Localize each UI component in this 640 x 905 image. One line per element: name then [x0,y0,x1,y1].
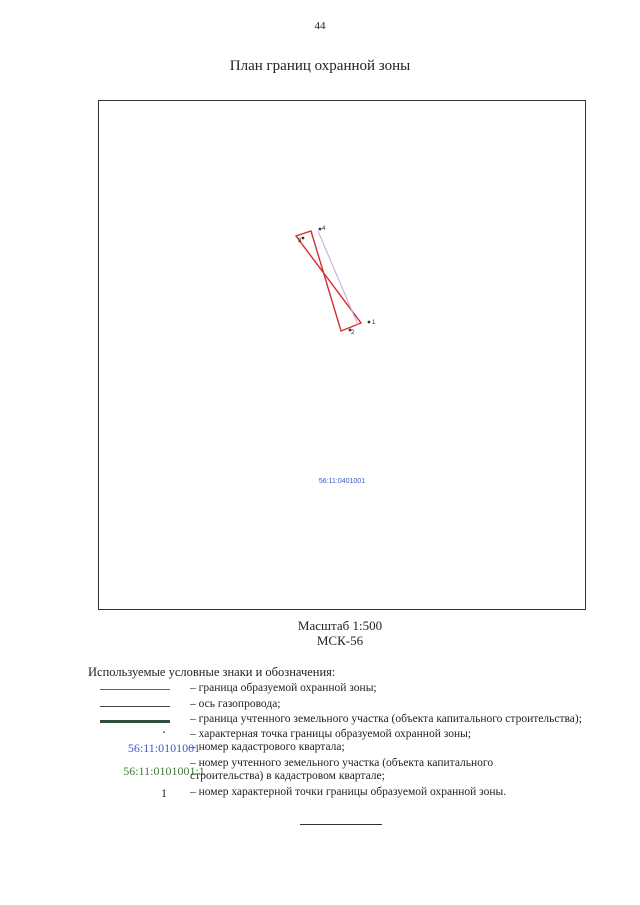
protection-zone-boundary [296,231,361,331]
map-frame [98,100,586,610]
legend-text: – ось газопровода; [190,698,281,710]
point-label-4: 4 [322,226,326,232]
legend-text: – номер характерной точки границы образуемой охранной зоны. [190,786,507,798]
boundary-point-1 [368,321,371,324]
legend-title: Используемые условные знаки и обозначения: [88,665,336,679]
page-number: 44 [314,20,326,32]
point-number-symbol: 1 [161,786,167,800]
quarter-number-symbol: 56:11:0101001 [127,741,201,755]
map-canvas [99,101,585,609]
cadastral-quarter-label: 56:11:0401001 [318,478,366,485]
zone-boundary-symbol [100,689,170,690]
legend-text: – характерная точка границы образуемой охранной зоны; [190,728,472,740]
legend-text: – граница учтенного земельного участка (объекта капитального строительства); [190,713,582,725]
point-label-3: 3 [298,238,302,244]
legend-text: – номер учтенного земельного участка (объекта капитального строительства) в кадастровом квартале; [190,757,494,782]
gas-pipeline-axis [318,231,358,325]
coordinate-system-label: МСК-56 [316,633,364,648]
boundary-point-3 [302,237,305,240]
point-label-1: 1 [372,320,376,326]
bottom-divider [300,824,382,825]
legend-text: – номер кадастрового квартала; [190,741,345,753]
parcel-number-symbol: 56:11:0101001:1 [123,764,205,778]
page-title: План границ охранной зоны [229,58,411,74]
legend-text: – граница образуемой охранной зоны; [190,682,377,694]
boundary-point-4 [319,228,322,231]
scale-label: Масштаб 1:500 [297,618,383,633]
point-label-2: 2 [351,330,355,336]
gas-axis-symbol [100,706,170,707]
point-symbol: . [162,722,166,737]
